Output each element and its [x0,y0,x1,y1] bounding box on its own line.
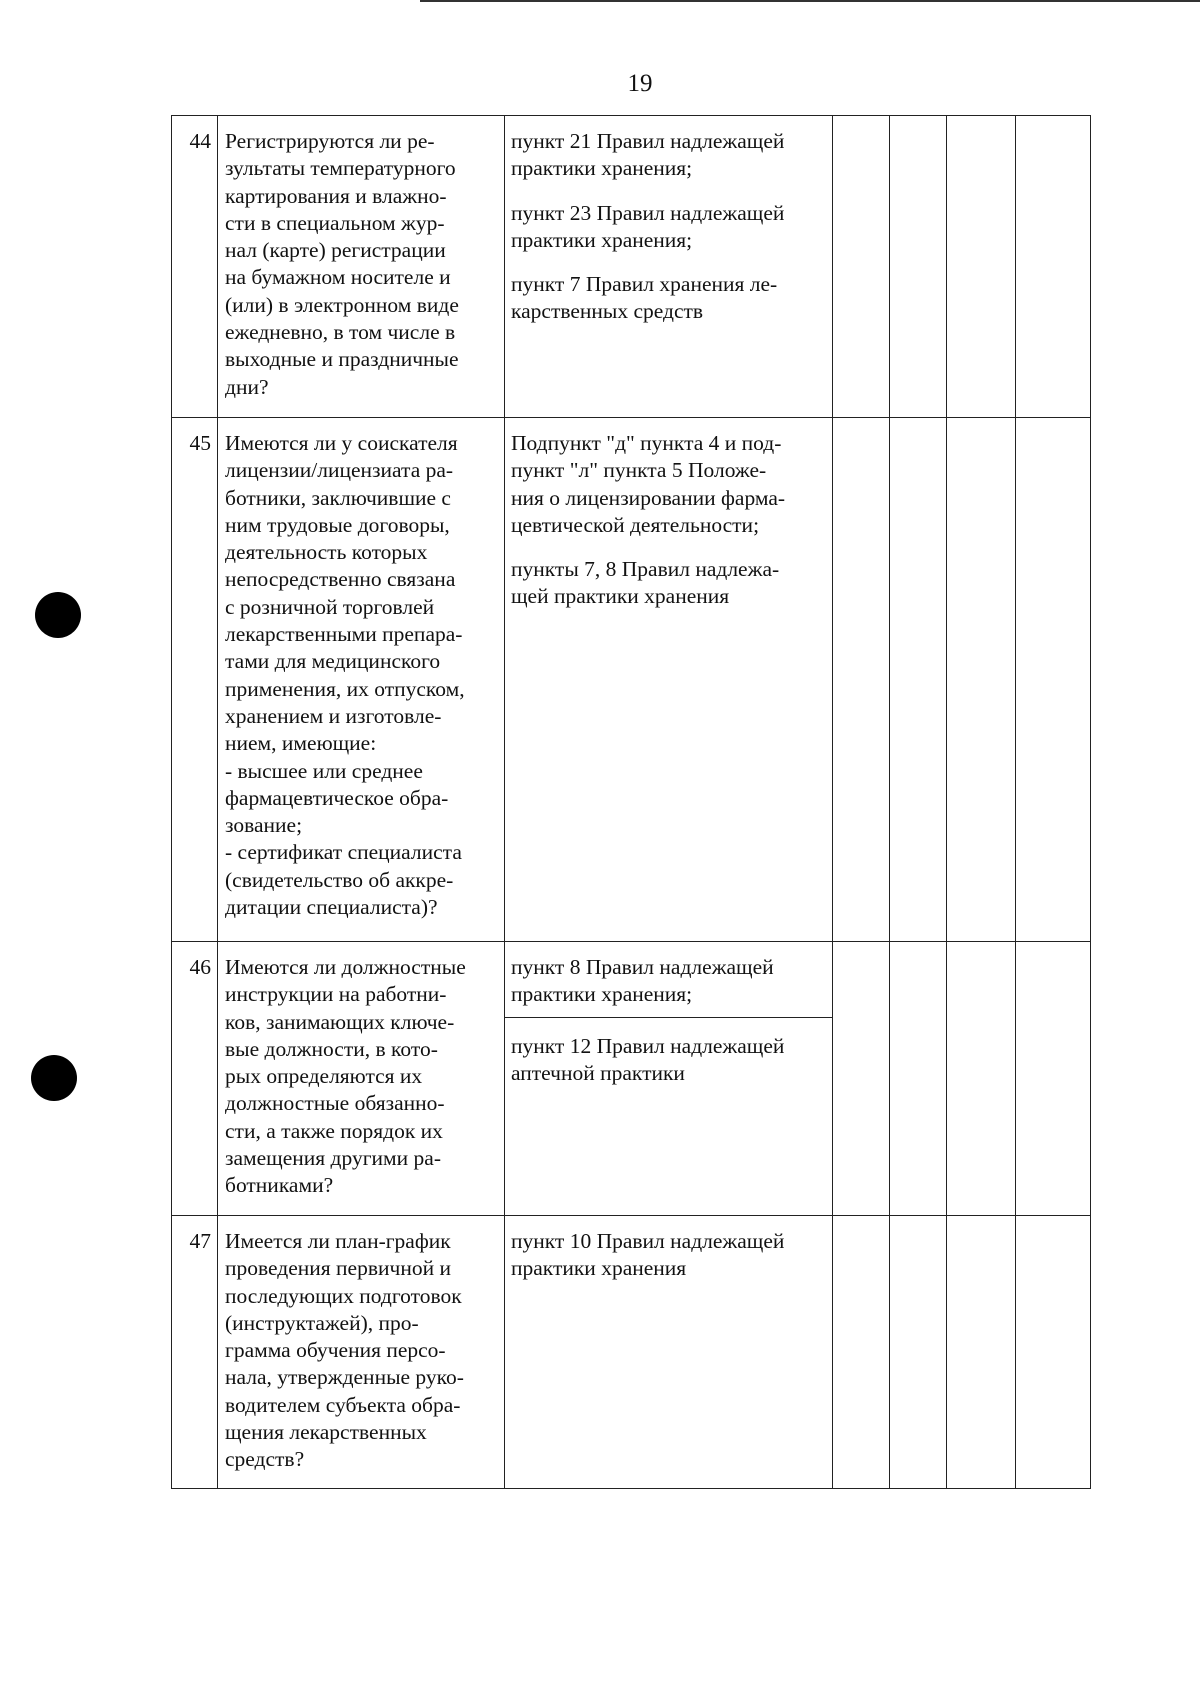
reference-item [505,418,832,539]
table-row-45 [172,418,1091,942]
reference-line: карственных средств [511,299,704,324]
empty-cell [1016,942,1091,1216]
punch-hole-top [35,592,81,638]
question-line: на бумажном носителе и [225,265,451,290]
question-line: щения лекарственных [225,1420,427,1445]
question-line: непосредственно связана [225,567,456,592]
reference-line: практики хранения; [511,227,693,252]
empty-cell [947,116,1016,418]
question-line: ков, занимающих ключе- [225,1009,455,1034]
question-line: - сертификат специалиста [225,840,462,865]
empty-cell [833,116,890,418]
question-line: сти в специальном жур- [225,210,445,235]
question-line: дни? [225,374,269,399]
reference-item [505,942,832,1018]
reference-line: пункт 8 Правил надлежащей [511,955,774,979]
question-line: - высшее или среднее [225,758,423,783]
reference-cell [505,942,833,1216]
reference-line: пункт 12 Правил надлежащей [511,1033,785,1058]
question-line: картирования и влажно- [225,183,447,208]
reference-cell [505,1216,833,1489]
question-line: Имеется ли план-график [225,1229,451,1253]
reference-line: аптечной практики [511,1060,685,1085]
question-cell [218,116,505,418]
question-line: (свидетельство об аккре- [225,867,454,892]
question-line: выходные и праздничные [225,347,459,372]
empty-cell [1016,1216,1091,1489]
question-line: вые должности, в кото- [225,1036,438,1061]
question-line: ним трудовые договоры, [225,512,450,537]
reference-item [505,539,832,611]
empty-cell [890,942,947,1216]
question-line: средств? [225,1447,305,1472]
reference-cell [505,418,833,942]
question-cell [218,418,505,942]
empty-cell [1016,418,1091,942]
reference-line: ния о лицензировании фарма- [511,485,786,510]
question-line: инструкции на работни- [225,982,447,1007]
question-line: нал (карте) регистрации [225,238,446,263]
question-line: с розничной торговлей [225,594,435,619]
empty-cell [833,418,890,942]
reference-line: пункты 7, 8 Правил надлежа- [511,557,780,582]
question-line: замещения другими ра- [225,1146,441,1171]
reference-line: пункт 21 Правил надлежащей [511,129,785,153]
empty-cell [1016,116,1091,418]
empty-cell [833,942,890,1216]
reference-item [505,116,832,183]
question-line: проведения первичной и [225,1256,451,1281]
row-number: 45 [172,418,218,942]
empty-cell [833,1216,890,1489]
table-row-46 [172,942,1091,1216]
row-number: 47 [172,1216,218,1489]
question-line: дитации специалиста)? [225,895,438,920]
question-line: ботники, заключившие с [225,485,451,510]
reference-line: щей практики хранения [511,584,730,609]
scan-top-edge [420,0,1200,2]
checklist-table [171,115,1091,1489]
empty-cell [947,418,1016,942]
question-line: водителем субъекта обра- [225,1392,461,1417]
question-line: должностные обязанно- [225,1091,445,1116]
row-number: 44 [172,116,218,418]
question-line: грамма обучения персо- [225,1338,446,1363]
empty-cell [890,116,947,418]
question-line: лекарственными препара- [225,622,463,647]
empty-cell [890,418,947,942]
question-line: ежедневно, в том числе в [225,320,456,345]
question-line: последующих подготовок [225,1283,462,1308]
empty-cell [890,1216,947,1489]
reference-line: цевтической деятельности; [511,512,760,537]
question-line: тами для медицинского [225,649,441,674]
reference-item [505,183,832,255]
reference-line: практики хранения; [511,156,693,181]
question-line: нием, имеющие: [225,731,377,756]
question-line: применения, их отпуском, [225,676,465,701]
question-line: лицензии/лицензиата ра- [225,458,454,483]
reference-item [505,254,832,326]
empty-cell [947,942,1016,1216]
question-line: фармацевтическое обра- [225,785,449,810]
table-row-47 [172,1216,1091,1489]
empty-cell [947,1216,1016,1489]
question-line: сти, а также порядок их [225,1118,443,1143]
reference-line: Подпункт "д" пункта 4 и под- [511,431,782,455]
question-line: (или) в электронном виде [225,292,459,317]
question-line: зультаты температурного [225,156,456,181]
table-row-44 [172,116,1091,418]
question-line: Имеются ли должностные [225,955,466,979]
reference-line: практики хранения; [511,982,693,1007]
reference-item [505,1216,832,1283]
reference-item [505,1018,832,1088]
question-line: Регистрируются ли ре- [225,129,435,153]
question-line: ботниками? [225,1173,334,1198]
question-line: (инструктажей), про- [225,1310,419,1335]
reference-line: пункт "л" пункта 5 Положе- [511,458,767,483]
question-cell [218,942,505,1216]
reference-line: практики хранения [511,1256,687,1281]
question-line: хранением и изготовле- [225,703,442,728]
question-line: деятельность которых [225,540,428,565]
reference-line: пункт 7 Правил хранения ле- [511,272,778,297]
reference-line: пункт 23 Правил надлежащей [511,200,785,225]
row-number: 46 [172,942,218,1216]
reference-line: пункт 10 Правил надлежащей [511,1229,785,1253]
question-line: рых определяются их [225,1064,423,1089]
question-line: зование; [225,813,303,838]
question-line: нала, утвержденные руко- [225,1365,464,1390]
reference-cell [505,116,833,418]
punch-hole-bottom [31,1055,77,1101]
page-number: 19 [627,70,653,97]
question-line: Имеются ли у соискателя [225,431,458,455]
question-cell [218,1216,505,1489]
